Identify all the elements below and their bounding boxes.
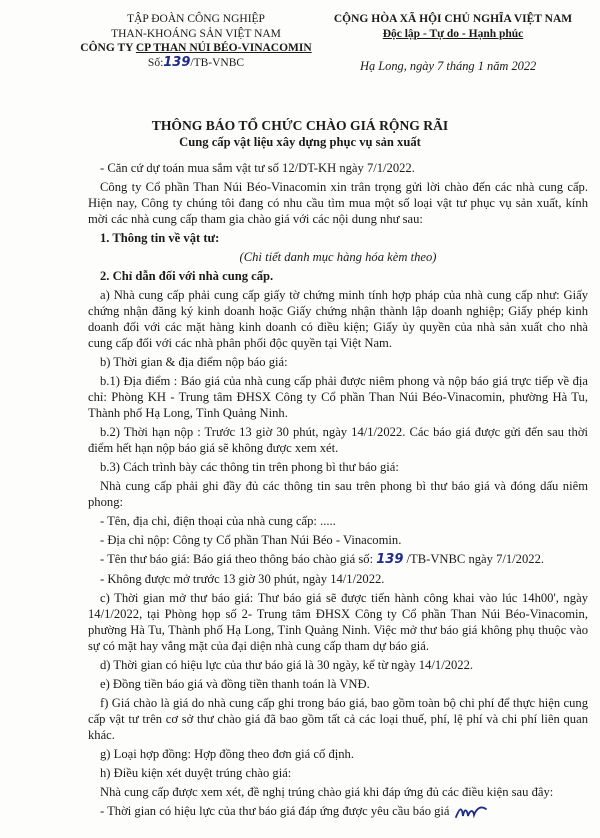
issuer-group: TẬP ĐOÀN CÔNG NGHIỆP xyxy=(127,13,265,25)
para-b1: b.1) Địa điểm : Báo giá của nhà cung cấp phải được niêm phong và nộp báo giá trực tiếp về địa chỉ: Phòng KH - Trung tâm ĐHSX Công ty Cổ phần Than Núi Béo-Vinacomin, phường Hà Tu, Thành phố Hạ Long, Tỉnh Quảng Ninh. xyxy=(88,374,588,420)
envelope-line-4: - Không được mở trước 13 giờ 30 phút, ngày 14/1/2022. xyxy=(100,572,385,586)
para-b3a: Nhà cung cấp phải ghi đầy đủ các thông tin sau trên phong bì thư báo giá và đóng dấu niêm phong: xyxy=(88,479,588,509)
note-attached: (Chi tiết danh mục hàng hóa kèm theo) xyxy=(239,250,437,264)
para-c: c) Thời gian mở thư báo giá: Thư báo giá sẽ được tiến hành công khai vào lúc 14h00', ngày 14/1/2022, tại Phòng họp số 2- Trung tâm ĐHSX Công ty Cổ phần Than Núi Béo-Vinacomin, phường Hà Tu, Thành phố Hạ Long, Tỉnh Quảng Ninh. Việc mở thư báo giá không phụ thuộc vào sự có mặt hay vắng mặt của đại diện nhà cung cấp tham dự báo giá. xyxy=(88,591,588,653)
document-subtitle: Cung cấp vật liệu xây dựng phục vụ sản xuất xyxy=(179,135,421,149)
number-handwritten: 139 xyxy=(163,54,191,70)
para-b3: b.3) Cách trình bày các thông tin trên phong bì thư báo giá: xyxy=(100,460,399,474)
document-title: THÔNG BÁO TỔ CHỨC CHÀO GIÁ RỘNG RÃI xyxy=(151,118,449,133)
envelope-line-3-suffix: /TB-VNBC ngày 7/1/2022. xyxy=(403,552,545,566)
initials-signature-icon xyxy=(454,803,488,821)
issuer-company-name: CP THAN NÚI BÉO-VINACOMIN xyxy=(135,42,312,54)
national-header xyxy=(318,12,588,42)
envelope-line-2: - Địa chỉ nộp: Công ty Cổ phần Than Núi Béo - Vinacomin. xyxy=(100,533,402,547)
envelope-line-1: - Tên, địa chỉ, điện thoại của nhà cung cấp: ..... xyxy=(100,514,336,528)
para-b: b) Thời gian & địa điểm nộp báo giá: xyxy=(100,355,288,369)
issuer-group-sub: THAN-KHOÁNG SẢN VIỆT NAM xyxy=(111,27,281,40)
issuer-header xyxy=(80,12,312,70)
envelope-line-3 xyxy=(88,551,588,568)
heading-1: 1. Thông tin về vật tư: xyxy=(100,231,220,245)
para-basis: - Căn cứ dự toán mua sắm vật tư số 12/DT-KH ngày 7/1/2022. xyxy=(100,161,415,175)
para-h1: Nhà cung cấp được xem xét, đề nghị trúng chào giá khi đáp ứng đủ các điều kiện sau đây: xyxy=(100,785,554,799)
issue-date: Hạ Long, ngày 7 tháng 1 năm 2022 xyxy=(360,59,537,73)
para-d: d) Thời gian có hiệu lực của thư báo giá là 30 ngày, kể từ ngày 14/1/2022. xyxy=(100,658,474,672)
document-number xyxy=(80,56,312,71)
para-a: a) Nhà cung cấp phải cung cấp giấy tờ chứng minh tính hợp pháp của nhà cung cấp như: Giấy chứng nhận đăng ký kinh doanh hoặc Giấy chứng nhận thành lập doanh nghiệp; Giấy phép kinh doanh đối với các mặt hàng kinh doanh có điều kiện; Giấy ủy quyền của nhà sản xuất cho nhà cung cấp đối với các nhà phân phối độc quyền tại Việt Nam. xyxy=(88,288,588,350)
para-intro: Công ty Cổ phần Than Núi Béo-Vinacomin xin trân trọng gửi lời chào đến các nhà cung cấp. Hiện nay, Công ty chúng tôi đang có nhu cầu tìm mua một số loại vật tư phục vụ sản xuất, kính mời các nhà cung cấp tham gia chào giá với các nội dung như sau: xyxy=(88,180,588,226)
para-h2 xyxy=(88,803,588,821)
envelope-number-handwritten: 139 xyxy=(376,552,404,567)
national-title: CỘNG HÒA XÃ HỘI CHỦ NGHĨA VIỆT NAM xyxy=(333,13,573,25)
number-suffix: /TB-VNBC xyxy=(190,56,245,69)
para-b2: b.2) Thời hạn nộp : Trước 13 giờ 30 phút, ngày 14/1/2022. Các báo giá được gửi đến sau thời điểm hết hạn nộp báo giá sẽ không được xem xét. xyxy=(88,425,588,455)
para-h: h) Điều kiện xét duyệt trúng chào giá: xyxy=(100,766,292,780)
para-h2-text: - Thời gian có hiệu lực của thư báo giá đáp ứng được yêu cầu báo giá xyxy=(100,804,450,818)
envelope-line-3-prefix: - Tên thư báo giá: Báo giá theo thông báo chào giá số: xyxy=(100,552,377,566)
para-g: g) Loại hợp đồng: Hợp đồng theo đơn giá cố định. xyxy=(100,747,354,761)
para-f: f) Giá chào là giá do nhà cung cấp ghi trong báo giá, bao gồm toàn bộ chi phí để thực hiện cung cấp vật tư trên cơ sở thư chào giá đã bao gồm tất cả các loại thuế, phí, lệ phí và chi phí liên quan khác. xyxy=(88,696,588,742)
para-e: e) Đồng tiền báo giá và đồng tiền thanh toán là VNĐ. xyxy=(100,677,370,691)
issuer-company xyxy=(80,41,312,56)
national-motto: Độc lập - Tự do - Hạnh phúc xyxy=(382,28,524,40)
number-label: Số: xyxy=(147,56,164,69)
heading-2: 2. Chỉ dẫn đối với nhà cung cấp. xyxy=(100,269,274,283)
issuer-company-prefix: CÔNG TY xyxy=(80,42,136,54)
document-body xyxy=(88,160,588,824)
